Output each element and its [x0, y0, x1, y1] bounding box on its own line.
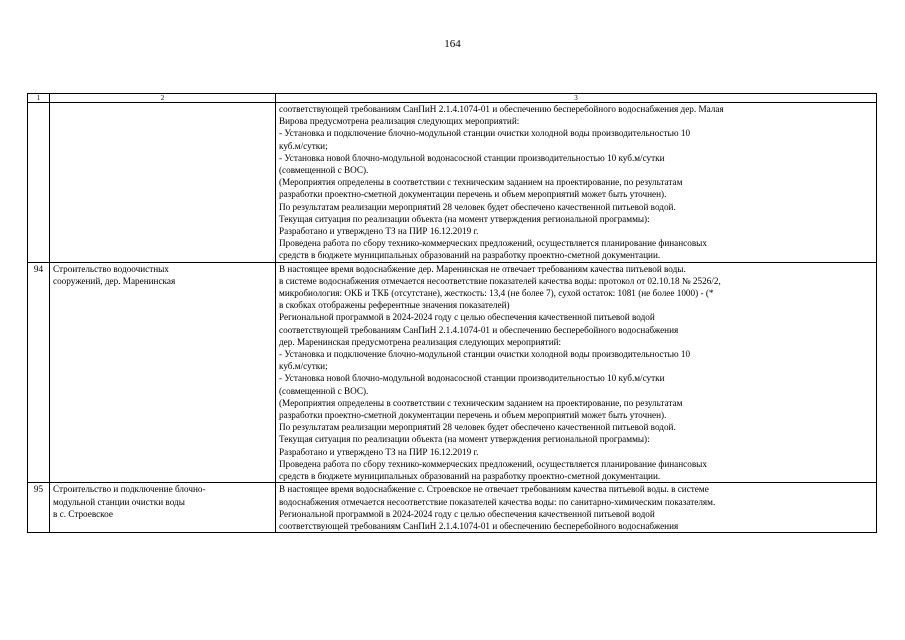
description-line: Разработано и утверждено ТЗ на ПИР 16.12.2019 г. — [279, 446, 479, 457]
table-row — [28, 262, 877, 483]
description-line: куб.м/сутки; — [279, 361, 328, 372]
object-name-line: Строительство водоочистных — [53, 263, 169, 274]
description-line: По результатам реализации мероприятий 28 человек будет обеспечено качественной питьевой водой. — [279, 201, 676, 212]
description-line: - Установка и подключение блочно-модульной станции очистки холодной воды производительностью 10 — [279, 128, 691, 139]
description-line: Региональной программой в 2024-2024 году с целью обеспечения качественной питьевой водой — [279, 508, 655, 519]
object-name-cell — [50, 483, 276, 533]
description-line: Текущая ситуация по реализации объекта (на момент утверждения региональной программы): — [279, 213, 650, 224]
column-header: 2 — [50, 94, 276, 103]
page-number: 164 — [444, 38, 461, 50]
description-line: Вирова предусмотрена реализация следующих мероприятий: — [279, 116, 520, 127]
description-line: (Мероприятия определены в соответствии с техническим заданием на проектирование, по результатам — [279, 397, 683, 408]
description-cell — [276, 262, 877, 483]
table-body — [28, 103, 877, 533]
object-name-cell — [50, 262, 276, 483]
description-line: водоснабжения отмечается несоответствие показателей качества воды: по санитарно-химическим показателям. — [279, 496, 716, 507]
projects-table — [27, 93, 877, 533]
description-line: микробиология: ОКБ и ТКБ (отсутстане), жесткость: 13,4 (не более 7), сухой остаток: 1081 (не более 1000) - (* — [279, 288, 714, 299]
description-line: (Мероприятия определены в соответствии с техническим заданием на проектирование, по результатам — [279, 177, 683, 188]
description-line: Региональной программой в 2024-2024 году с целью обеспечения качественной питьевой водой — [279, 312, 655, 323]
description-line: - Установка новой блочно-модульной водонасосной станции производительностью 10 куб.м/сутки — [279, 152, 665, 163]
description-line: (совмещенной с ВОС). — [279, 385, 369, 396]
description-cell — [276, 483, 877, 533]
description-line: соответствующей требованиям СанПиН 2.1.4.1074-01 и обеспечению бесперебойного водоснабжения дер. Малая — [279, 104, 724, 114]
row-number: 95 — [28, 483, 50, 533]
row-number: 94 — [28, 262, 50, 483]
row-number — [28, 103, 50, 263]
description-line: в скобках отображены референтные значения показателей) — [279, 300, 510, 311]
description-cell — [276, 103, 877, 263]
description-line: - Установка и подключение блочно-модульной станции очистки холодной воды производительностью 10 — [279, 349, 691, 360]
description-line: средств в бюджете муниципальных образований на разработку проектно-сметной документации. — [279, 471, 661, 482]
description-line: соответствующей требованиям СанПиН 2.1.4.1074-01 и обеспечению бесперебойного водоснабжения — [279, 520, 679, 531]
object-name-line: в с. Строевское — [53, 508, 113, 519]
description-line: (совмещенной с ВОС). — [279, 165, 369, 176]
table-header-row — [28, 94, 877, 103]
object-name-cell — [50, 103, 276, 263]
description-line: - Установка новой блочно-модульной водонасосной станции производительностью 10 куб.м/сутки — [279, 373, 665, 384]
description-line: в системе водоснабжения отмечается несоответствие показателей качества воды: протокол от 02.10.18 № 2526/2, — [279, 275, 721, 286]
description-line: дер. Маренинская предусмотрена реализация следующих мероприятий: — [279, 336, 562, 347]
description-line: куб.м/сутки; — [279, 140, 328, 151]
description-line: соответствующей требованиям СанПиН 2.1.4.1074-01 и обеспечению бесперебойного водоснабжения — [279, 324, 679, 335]
object-name-line: сооружений, дер. Маренинская — [53, 275, 176, 286]
description-line: В настоящее время водоснабжение дер. Маренинская не отвечает требованиям качества питьевой воды. — [279, 263, 686, 274]
description-line: Разработано и утверждено ТЗ на ПИР 16.12.2019 г. — [279, 226, 479, 237]
table-row — [28, 103, 877, 263]
description-line: Текущая ситуация по реализации объекта (на момент утверждения региональной программы): — [279, 434, 650, 445]
description-line: В настоящее время водоснабжение с. Строевское не отвечает требованиям качества питьевой воды. в системе — [279, 484, 709, 495]
description-line: разработки проектно-сметной документации перечень и объем мероприятий может быть уточнен). — [279, 410, 667, 421]
description-line: средств в бюджете муниципальных образований на разработку проектно-сметной документации. — [279, 250, 661, 261]
description-line: Проведена работа по сбору технико-коммерческих предложений, осуществляется планирование финансовых — [279, 238, 707, 249]
column-header: 3 — [276, 94, 877, 103]
table-row — [28, 483, 877, 533]
description-line: Проведена работа по сбору технико-коммерческих предложений, осуществляется планирование финансовых — [279, 458, 707, 469]
object-name-line: модульной станции очистки воды — [53, 496, 185, 507]
column-header: 1 — [28, 94, 50, 103]
description-line: разработки проектно-сметной документации перечень и объем мероприятий может быть уточнен). — [279, 189, 667, 200]
object-name-line: Строительство и подключение блочно- — [53, 484, 206, 495]
description-line: По результатам реализации мероприятий 28 человек будет обеспечено качественной питьевой водой. — [279, 422, 676, 433]
